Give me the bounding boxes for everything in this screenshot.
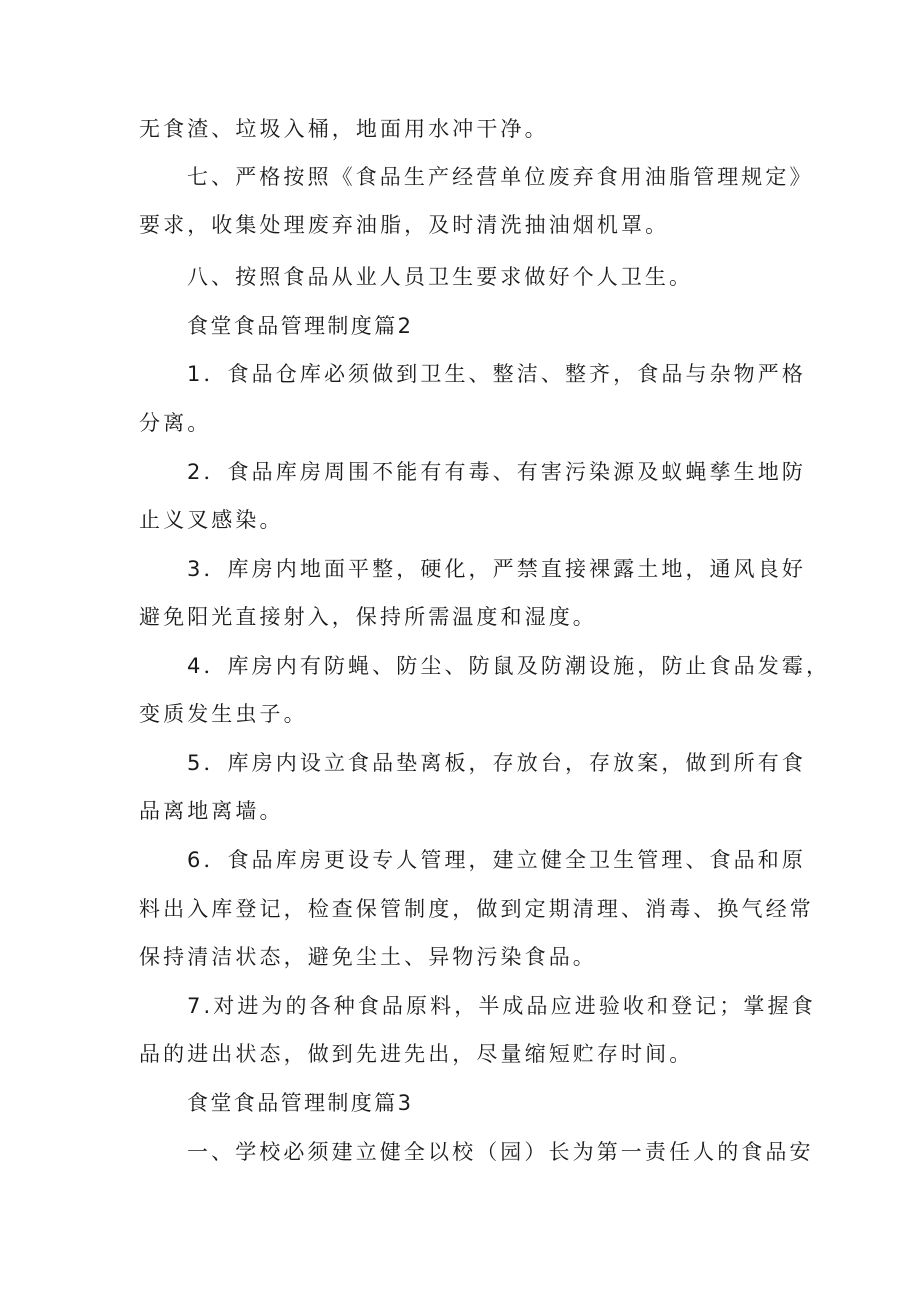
section-heading: 食堂食品管理制度篇2 <box>187 314 414 338</box>
list-item-line: 3．库房内地面平整，硬化，严禁直接裸露土地，通风良好 <box>187 557 806 581</box>
list-item-line: 1．食品仓库必须做到卫生、整洁、整齐，食品与杂物严格 <box>187 362 806 386</box>
paragraph-line: 一、学校必须建立健全以校（园）长为第一责任人的食品安 <box>187 1140 814 1164</box>
list-item-line: 保持清洁状态，避免尘土、异物污染食品。 <box>139 945 597 969</box>
list-item-line: 分离。 <box>139 411 212 435</box>
paragraph-line: 无食渣、垃圾入桶，地面用水冲干净。 <box>139 117 549 141</box>
list-item-line: 5．库房内设立食品垫离板，存放台，存放案，做到所有食 <box>187 751 806 775</box>
list-item-line: 4．库房内有防蝇、防尘、防鼠及防潮设施，防止食品发霉， <box>187 654 831 678</box>
list-item-line: 避免阳光直接射入，保持所需温度和湿度。 <box>139 605 597 629</box>
list-item-line: 7.对进为的各种食品原料，半成品应进验收和登记；掌握食 <box>187 994 816 1018</box>
list-item-line: 2．食品库房周围不能有有毒、有害污染源及蚁蝇孳生地防 <box>187 460 806 484</box>
list-item-line: 料出入库登记，检查保管制度，做到定期清理、消毒、换气经常 <box>139 897 814 921</box>
list-item-line: 止义叉感染。 <box>139 508 284 532</box>
list-item-line: 品的进出状态，做到先进先出，尽量缩短贮存时间。 <box>139 1042 694 1066</box>
paragraph-line: 要求，收集处理废弃油脂，及时清洗抽油烟机罩。 <box>139 213 670 237</box>
list-item-line: 变质发生虫子。 <box>139 702 308 726</box>
paragraph-line: 七、严格按照《食品生产经营单位废弃食用油脂管理规定》 <box>187 165 814 189</box>
list-item-line: 6．食品库房更设专人管理，建立健全卫生管理、食品和原 <box>187 848 806 872</box>
paragraph-line: 八、按照食品从业人员卫生要求做好个人卫生。 <box>187 265 694 289</box>
section-heading: 食堂食品管理制度篇3 <box>187 1091 414 1115</box>
list-item-line: 品离地离墙。 <box>139 799 284 823</box>
